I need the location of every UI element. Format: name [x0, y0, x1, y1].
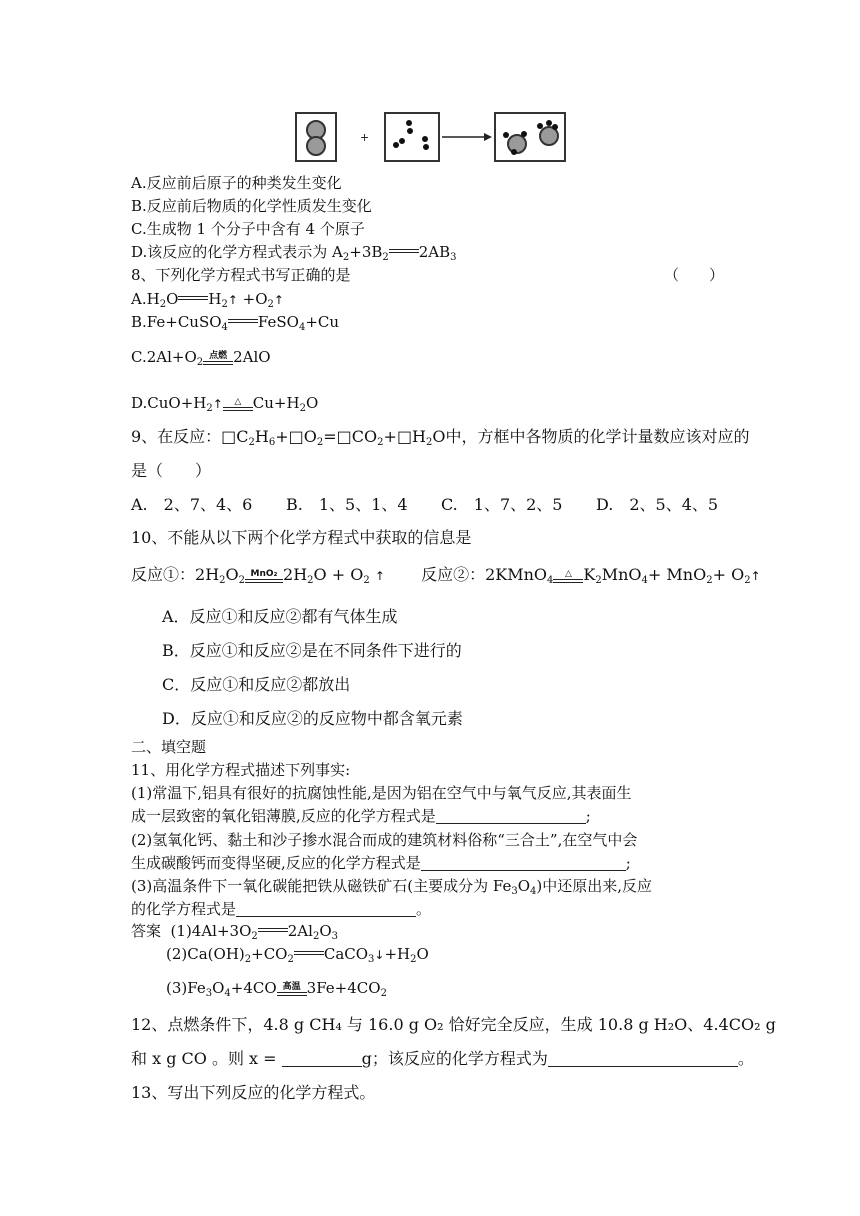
q11-part2-text: 生成碳酸钙而变得坚硬,反应的化学方程式是 — [131, 854, 421, 872]
small-atom — [393, 142, 399, 148]
equation-equals-condition — [203, 351, 233, 365]
answer-blank[interactable] — [436, 807, 586, 824]
q7-option-d-text: D.该反应的化学方程式表示为 — [131, 243, 333, 261]
q10-reactions: 反应①：$2H_2O_2$ MnO₂ $2H_2O + O_2$ ↑ 反应②：2KMnO$_4$ △ $K_2MnO_4+ MnO_2+$ $O_2↑$ — [131, 565, 761, 586]
q11-part3-line2 — [131, 899, 431, 919]
condition-label: △ — [234, 397, 242, 407]
q9-option-c: C. 1、7、2、5 — [441, 495, 563, 514]
reactant-box-b2 — [384, 112, 440, 162]
equation-equals — [228, 319, 258, 323]
q9-option-a: A. 2、7、4、6 — [131, 495, 253, 514]
condition-label: △ — [564, 568, 572, 579]
small-atom — [546, 120, 552, 126]
q9-stem-text: 中，方框中各物质的化学计量数应该对应的 — [445, 427, 750, 446]
semicolon: ; — [625, 854, 631, 872]
q10-option-a: A．反应①和反应②都有气体生成 — [162, 607, 398, 626]
q8-answer-paren: （ ） — [664, 266, 725, 284]
condition-label: MnO₂ — [250, 568, 278, 579]
q9-stem-2: 是（ ） — [131, 461, 212, 480]
q7-option-c: C.生成物 1 个分子中含有 4 个原子 — [131, 220, 365, 238]
q11-answer-3: $(3)Fe_3O_4+4CO$ 高温 $3Fe+4CO_2$ — [166, 979, 387, 999]
q13-stem: 13、写出下列反应的化学方程式。 — [131, 1083, 376, 1102]
q7-option-d: D.该反应的化学方程式表示为 $A_2+3B_2$ $2AB_3$ — [131, 243, 457, 263]
q10-option-b: B．反应①和反应②是在不同条件下进行的 — [162, 641, 462, 660]
semicolon: ; — [585, 807, 591, 825]
small-atom — [552, 124, 558, 130]
q11-answer-2: $(2)Ca(OH)_2+CO_2$ $CaCO_3↓+H_2O$ — [166, 945, 429, 965]
equation-equals-condition — [245, 569, 283, 583]
q11-part2-line2 — [131, 853, 631, 873]
answer-blank[interactable] — [282, 1050, 362, 1067]
condition-label: 高温 — [282, 982, 301, 992]
q11-part3-text-2: )中还原出来,反应 — [536, 877, 653, 895]
q10-option-d: D．反应①和反应②的反应物中都含氧元素 — [162, 709, 463, 728]
q9-stem: 9、在反应：$□C_2H_6+□O_2=□CO_2+□H_2O$中，方框中各物质的化学计量数应该对应的 — [131, 427, 750, 448]
condition-label: 点燃 — [209, 351, 228, 361]
q8-option-b: B.Fe+CuSO$_4$ FeSO$_4$+Cu — [131, 313, 340, 333]
small-atom — [511, 149, 517, 155]
product-box-ab3 — [494, 112, 566, 162]
q11-part2-line1: (2)氢氧化钙、黏土和沙子掺水混合而成的建筑材料俗称“三合土”,在空气中会 — [131, 831, 638, 849]
q12-line2 — [131, 1049, 754, 1069]
q12-text: 和 x g CO 。则 x = — [131, 1049, 277, 1068]
section-heading: 二、填空题 — [131, 738, 207, 756]
reaction-1-label: 反应①： — [131, 565, 196, 584]
q11-part3-text-3: 的化学方程式是 — [131, 900, 237, 918]
q7-option-b: B.反应前后物质的化学性质发生变化 — [131, 197, 372, 215]
equation-equals-condition — [223, 397, 253, 411]
q11-part3-line1: (3)高温条件下一氧化碳能把铁从磁铁矿石(主要成分为 $Fe_3O_4$)中还原出来,反应 — [131, 877, 653, 897]
equation-equals — [389, 249, 419, 253]
equation-equals — [178, 296, 208, 300]
equation-equals-condition — [277, 982, 307, 996]
q8-option-d: $D.CuO+H_2↑$ △ $Cu+H_2O$ — [131, 394, 319, 414]
small-atom — [423, 144, 429, 150]
equation-equals — [294, 951, 324, 955]
equation-equals — [258, 928, 288, 932]
period: 。 — [416, 900, 432, 918]
q9-option-b: B. 1、5、1、4 — [286, 495, 408, 514]
answer-blank[interactable] — [548, 1050, 738, 1067]
q10-stem: 10、不能从以下两个化学方程式中获取的信息是 — [131, 528, 472, 547]
q12-line1: 12、点燃条件下，4.8 g CH₄ 与 16.0 g O₂ 恰好完全反应，生成 10.8 g H₂O、4.4CO₂ g — [131, 1015, 776, 1034]
equation-equals-condition — [553, 569, 583, 583]
answer-blank[interactable] — [236, 900, 416, 917]
reaction-arrow — [442, 132, 492, 142]
small-atom — [406, 120, 412, 126]
small-atom — [537, 123, 543, 129]
small-atom — [503, 132, 509, 138]
q8-option-a: $A.H_2O$ $H_2↑$ $+O_2↑$ — [131, 290, 284, 310]
q9-option-d: D. 2、5、4、5 — [596, 495, 719, 514]
answer-blank[interactable] — [421, 854, 626, 871]
plus-sign: + — [360, 131, 370, 144]
q11-part3-text: (3)高温条件下一氧化碳能把铁从磁铁矿石(主要成分为 Fe — [131, 877, 512, 895]
q11-part1-text: 成一层致密的氧化铝薄膜,反应的化学方程式是 — [131, 807, 436, 825]
q11-part1-line2 — [131, 806, 591, 826]
q8-stem: 8、下列化学方程式书写正确的是 — [131, 266, 351, 284]
reaction-2-label: 反应②： — [421, 565, 486, 584]
period: 。 — [737, 1049, 754, 1068]
small-atom — [399, 138, 405, 144]
small-atom — [422, 136, 428, 142]
q8-option-c: $C.2Al+O_2$ 点燃 2AlO — [131, 348, 271, 368]
q10-option-c: C．反应①和反应②都放出 — [162, 675, 351, 694]
reactant-box-a2 — [295, 112, 337, 162]
q12-text-2: g；该反应的化学方程式为 — [361, 1049, 548, 1068]
q7-option-a: A.反应前后原子的种类发生变化 — [131, 174, 342, 192]
q11-stem: 11、用化学方程式描述下列事实: — [131, 761, 351, 779]
q11-answer-1: 答案 $(1)4Al+3O_2$ $2Al_2O_3$ — [131, 922, 339, 942]
small-atom — [521, 131, 527, 137]
large-atom — [306, 136, 326, 156]
large-atom — [507, 134, 527, 154]
small-atom — [407, 128, 413, 134]
q11-part1-line1: (1)常温下,铝具有很好的抗腐蚀性能,是因为铝在空气中与氧气反应,其表面生 — [131, 784, 632, 802]
answer-label: 答案 — [131, 922, 162, 940]
